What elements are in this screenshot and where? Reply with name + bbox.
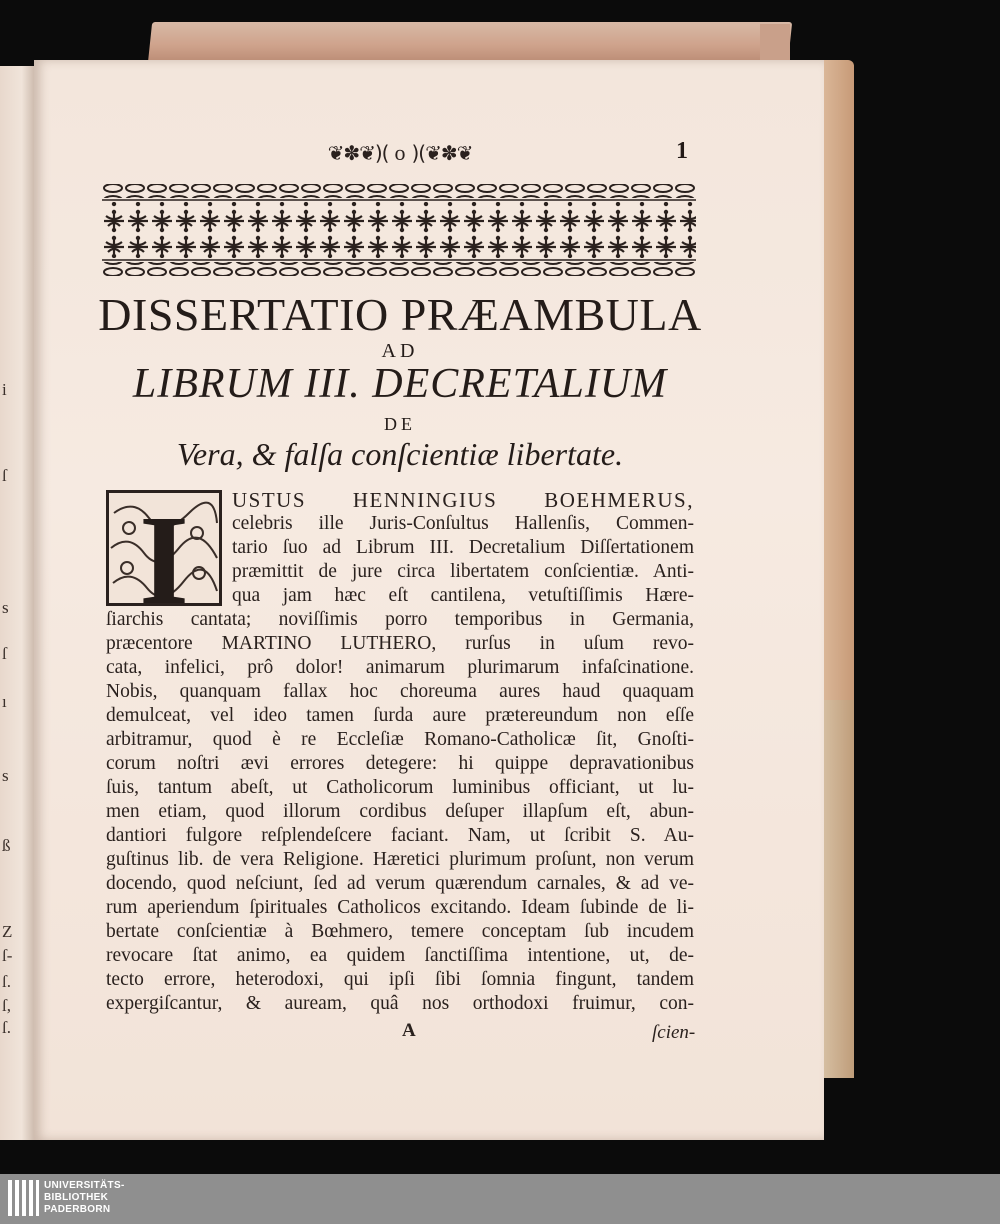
text-line: revocare ſtat animo, ea quidem ſanctiſſima intentione, ut, de- [106,945,694,966]
text-line: tario ſuo ad Librum III. Decretalium Diſſertationem [232,537,694,558]
facing-page-fragment: Z [2,922,13,941]
facing-page-fragment: ſ. [2,1018,11,1037]
running-head [280,138,520,168]
text-line: celebris ille Juris-Conſultus Hallenſis, Commen- [232,513,694,534]
decorated-initial [106,490,222,606]
title-librum: LIBRUM III. DECRETALIUM [132,361,668,407]
text-line: USTUS HENNINGIUS BOEHMERUS, [232,488,694,512]
text-line: expergiſcantur, & auream, quâ nos orthodoxi fruimur, con- [106,993,694,1014]
text-line: rum aperiendum ſpirituales Catholicos excitando. Ideam ſubinde de li- [106,897,694,918]
library-name-line: PADERBORN [44,1204,111,1215]
text-line: cata, infelici, prô dolor! animarum plurimarum infaſcinatione. [106,657,694,678]
text-line: tecto errore, heterodoxi, qui ipſi ſibi ſomnia fingunt, tandem [106,969,694,990]
text-line: docendo, quod neſciunt, ſed ad verum quærendum carnales, & ad ve- [106,873,694,894]
library-logo-icon [6,1178,40,1218]
text-line: qua jam hæc eſt cantilena, vetuſtiſſimis Hære- [232,585,694,606]
text-line: præcentore MARTINO LUTHERO, rurſus in uſum revo- [106,633,694,654]
text-line: corum noſtri ævi errores detegere: hi quippe depravationibus [106,753,694,774]
title-de: DE [384,414,416,434]
fleuron-right-icon: )(❦✽❦ [411,141,473,165]
initial-letter: I [139,490,189,606]
book-fore-edge-lower [820,700,854,1078]
facing-page-fragment: ſ [2,644,7,663]
text-line: men etiam, quod illorum cordibus deſuper illapſum eſt, abun- [106,801,694,822]
facing-page-fragment: ſ- [2,946,13,965]
library-name-line: BIBLIOTHEK [44,1192,109,1203]
text-line: ſiarchis cantata; noviſſimis porro temporibus in Germania, [106,609,694,630]
running-head-center: o [394,140,406,165]
signature-mark: A [402,1020,416,1041]
book-top-edge-corner [760,24,790,64]
facing-page-fragment: ſ, [2,996,11,1015]
facing-page-fragment: s [2,598,9,617]
text-line: demulceat, vel ideo tamen ſurda aure prætereundum non eſſe [106,705,694,726]
facing-page-fragment: i [2,380,7,399]
text-line: præmittit de jure circa libertatem conſcientiæ. Anti- [232,561,694,582]
title-ad: AD [381,340,419,362]
text-line: ſuis, tantum abeſt, ut Catholicorum luminibus officiant, ut lu- [106,777,694,798]
text-line: dantiori fulgore reſplendeſcere faciant. Nam, ut ſcribit S. Au- [106,825,694,846]
facing-page-edge [0,66,38,1140]
facing-page-fragment: s [2,766,9,785]
facing-page-fragment: ſ [2,466,7,485]
text-line: bertate conſcientiæ à Bœhmero, temere conceptam ſub incudem [106,921,694,942]
facing-page-fragment: ſ. [2,972,11,991]
facing-page-fragment: ı [2,692,7,711]
text-line: Nobis, quanquam fallax hoc choreuma aures haud quaquam [106,681,694,702]
text-line: arbitramur, quod è re Eccleſiæ Romano-Catholicæ ſit, Gnoſti- [106,729,694,750]
book-top-edge [148,22,792,64]
ornamental-headpiece-icon [102,182,696,278]
catchword: ſcien- [652,1022,696,1043]
page-number: 1 [676,138,688,164]
facing-page-fragment: ß [2,836,11,855]
title-subject: Vera, & falſa conſcientiæ libertate. [176,436,624,472]
title-main: DISSERTATIO PRÆAMBULA [98,289,702,340]
library-name-line: UNIVERSITÄTS- [44,1180,125,1191]
library-name [44,1180,125,1216]
text-line: guſtinus lib. de vera Religione. Hæretici plurimum proſunt, non verum [106,849,694,870]
library-footer [0,1174,1000,1224]
fleuron-left-icon: ❦✽❦)( [327,141,389,165]
